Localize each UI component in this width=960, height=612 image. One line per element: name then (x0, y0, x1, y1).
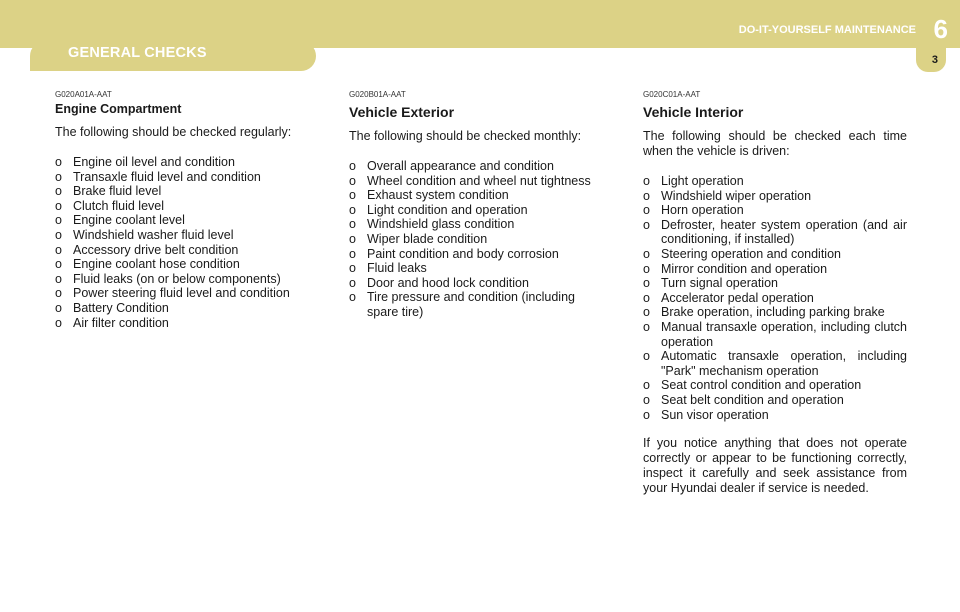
bullet-icon: o (349, 261, 356, 276)
list-item (643, 320, 907, 349)
list-item-text: Battery Condition (73, 300, 169, 315)
list-item (643, 305, 907, 320)
list-item (643, 218, 907, 247)
list-item-text: Brake operation, including parking brake (661, 305, 885, 320)
bullet-icon: o (55, 315, 62, 330)
list-item-text: Defroster, heater system operation (and air conditioning, if installed) (661, 217, 907, 247)
list-item (55, 257, 300, 272)
list-item-text: Accessory drive belt condition (73, 242, 239, 257)
list-item (349, 290, 599, 319)
list-item-text: Engine oil level and condition (73, 155, 235, 169)
list-item (55, 272, 300, 287)
bullet-icon: o (349, 159, 356, 173)
bullet-icon: o (643, 290, 650, 305)
bullet-icon: o (349, 246, 356, 261)
list-item (55, 155, 300, 170)
chapter-title: DO-IT-YOURSELF MAINTENANCE (738, 24, 916, 36)
list-item-text: Horn operation (661, 203, 744, 218)
list-item-text: Fluid leaks (367, 261, 427, 276)
list-item-text: Paint condition and body corrosion (367, 246, 559, 261)
list-item-text: Sun visor operation (661, 407, 769, 422)
closing-note: If you notice anything that does not operate correctly or appear to be functioning correctly, inspect it carefully and seek assistance from your Hyundai dealer if service is needed. (643, 436, 907, 496)
page-number: 3 (931, 54, 938, 66)
list-item-text: Tire pressure and condition (including spare tire) (367, 290, 575, 319)
list-item (55, 316, 300, 331)
bullet-icon: o (643, 203, 650, 218)
list-item-text: Air filter condition (73, 315, 169, 330)
bullet-icon: o (349, 290, 356, 305)
list-item-text: Windshield glass condition (367, 217, 515, 232)
list-item-text: Engine coolant level (73, 213, 185, 228)
list-item-text: Fluid leaks (on or below components) (73, 271, 281, 286)
bullet-icon: o (643, 174, 650, 188)
engine-compartment-column (55, 90, 300, 330)
section-code: G020A01A-AAT (55, 90, 112, 99)
bullet-icon: o (643, 319, 650, 334)
vehicle-exterior-column (349, 90, 599, 320)
list-item (349, 174, 599, 189)
list-item (349, 276, 599, 291)
list-item (643, 291, 907, 306)
list-item-text: Wiper blade condition (367, 231, 488, 246)
list-item-text: Seat belt condition and operation (661, 392, 844, 407)
list-item-text: Mirror condition and operation (661, 261, 828, 276)
bullet-icon: o (55, 300, 62, 315)
section-heading: Vehicle Interior (643, 104, 744, 120)
list-item-text: Transaxle fluid level and condition (73, 169, 261, 184)
list-item-text: Windshield wiper operation (661, 188, 812, 203)
list-item-text: Automatic transaxle operation, including "Park" mechanism operation (661, 349, 907, 378)
list-item (349, 232, 599, 247)
list-item-text: Brake fluid level (73, 184, 162, 199)
bullet-icon: o (643, 276, 650, 291)
list-item (643, 378, 907, 393)
bullet-icon: o (349, 188, 356, 203)
list-item-text: Accelerator pedal operation (661, 290, 814, 305)
checklist (55, 155, 300, 330)
bullet-icon: o (55, 227, 62, 242)
bullet-icon: o (349, 173, 356, 188)
chapter-number: 6 (933, 14, 948, 44)
section-intro: The following should be checked monthly: (349, 129, 582, 143)
bullet-icon: o (643, 349, 650, 364)
list-item (55, 170, 300, 185)
checklist (349, 159, 599, 320)
list-item-text: Door and hood lock condition (367, 275, 529, 290)
list-item (349, 159, 599, 174)
bullet-icon: o (349, 275, 356, 290)
section-heading: Vehicle Exterior (349, 104, 455, 120)
bullet-icon: o (643, 407, 650, 422)
section-title: GENERAL CHECKS (68, 45, 207, 61)
list-item-text: Manual transaxle operation, including clutch operation (661, 319, 907, 349)
bullet-icon: o (55, 198, 62, 213)
bullet-icon: o (349, 217, 356, 232)
list-item (643, 393, 907, 408)
section-code: G020C01A-AAT (643, 90, 701, 99)
list-item (643, 262, 907, 277)
bullet-icon: o (55, 213, 62, 228)
list-item (55, 184, 300, 199)
list-item (55, 243, 300, 258)
section-intro: The following should be checked regularly: (55, 125, 292, 139)
vehicle-interior-column (643, 90, 907, 496)
list-item (349, 217, 599, 232)
list-item (349, 188, 599, 203)
bullet-icon: o (55, 155, 62, 169)
bullet-icon: o (643, 188, 650, 203)
bullet-icon: o (643, 261, 650, 276)
list-item-text: Light operation (661, 174, 744, 188)
list-item-text: Steering operation and condition (661, 246, 841, 261)
list-item (55, 301, 300, 316)
list-item-text: Overall appearance and condition (367, 159, 554, 173)
list-item-text: Seat control condition and operation (661, 378, 862, 393)
list-item (349, 261, 599, 276)
bullet-icon: o (643, 392, 650, 407)
list-item (643, 203, 907, 218)
list-item (55, 286, 300, 301)
list-item-text: Exhaust system condition (367, 188, 509, 203)
list-item (349, 247, 599, 262)
list-item (643, 189, 907, 204)
section-heading: Engine Compartment (55, 102, 182, 116)
list-item (349, 203, 599, 218)
bullet-icon: o (55, 242, 62, 257)
list-item-text: Engine coolant hose condition (73, 257, 240, 272)
bullet-icon: o (643, 305, 650, 320)
list-item-text: Turn signal operation (661, 276, 778, 291)
list-item-text: Windshield washer fluid level (73, 227, 234, 242)
list-item-text: Clutch fluid level (73, 198, 165, 213)
list-item (643, 276, 907, 291)
bullet-icon: o (349, 231, 356, 246)
checklist (643, 174, 907, 422)
list-item (55, 213, 300, 228)
list-item (55, 228, 300, 243)
list-item-text: Light condition and operation (367, 202, 528, 217)
bullet-icon: o (55, 169, 62, 184)
section-intro: The following should be checked each time when the vehicle is driven: (643, 129, 907, 158)
list-item (643, 247, 907, 262)
list-item (643, 408, 907, 423)
list-item-text: Power steering fluid level and condition (73, 286, 290, 301)
section-code: G020B01A-AAT (349, 90, 406, 99)
bullet-icon: o (55, 257, 62, 272)
list-item (55, 199, 300, 214)
bullet-icon: o (643, 246, 650, 261)
list-item (643, 349, 907, 378)
bullet-icon: o (349, 202, 356, 217)
bullet-icon: o (643, 378, 650, 393)
list-item-text: Wheel condition and wheel nut tightness (367, 173, 591, 188)
bullet-icon: o (55, 184, 62, 199)
bullet-icon: o (643, 217, 650, 232)
bullet-icon: o (55, 286, 62, 301)
bullet-icon: o (55, 271, 62, 286)
list-item (643, 174, 907, 189)
